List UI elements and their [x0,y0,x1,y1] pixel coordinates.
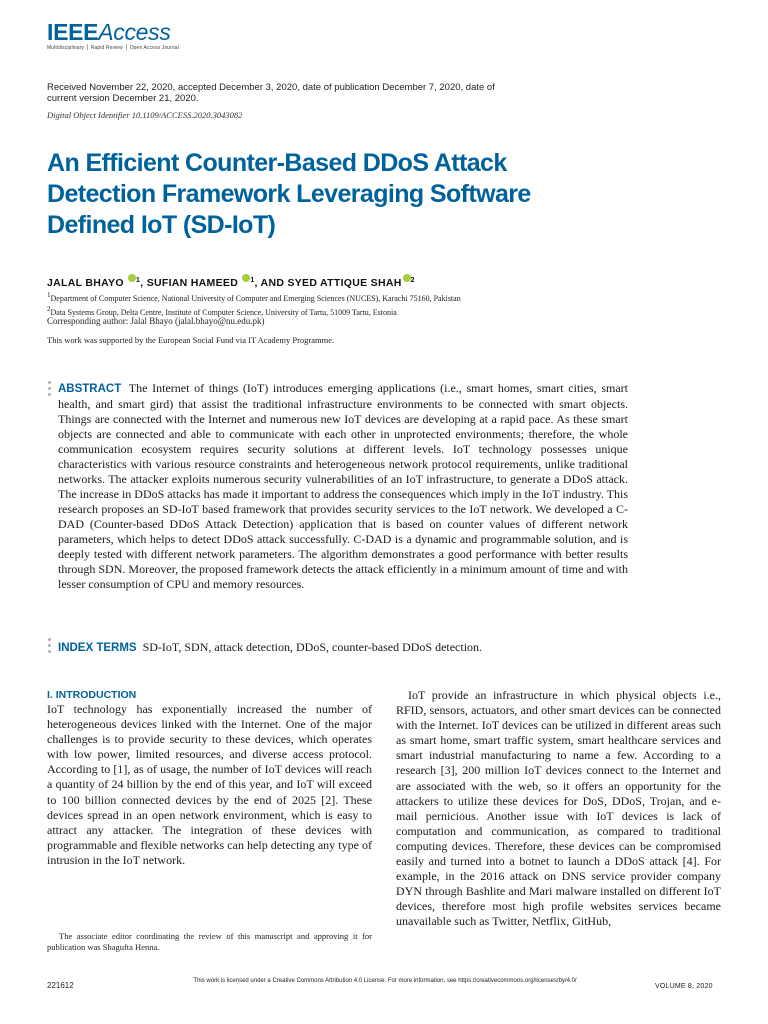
author-list [47,274,415,289]
left-column [47,688,372,868]
author-affiliation-number: 1 [250,277,255,284]
index-terms-marker [48,638,52,656]
affiliation-text: Data Systems Group, Delta Centre, Institute of Computer Science, University of Tartu, 51009 Tartu, Estonia [50,308,397,317]
doi: Digital Object Identifier 10.1109/ACCESS.2020.3043082 [47,110,243,120]
publication-dates: Received November 22, 2020, accepted December 3, 2020, date of publication December 7, 2020, date of current version December 21, 2020. [47,82,495,104]
orcid-icon[interactable] [403,274,411,282]
index-terms-label: INDEX TERMS [58,642,137,654]
abstract [58,381,628,592]
index-terms [58,640,628,656]
author-name: SYED ATTIQUE SHAH [287,277,402,289]
funding-statement: This work was supported by the European Social Fund via IT Academy Programme. [47,335,335,345]
index-terms-text: SD-IoT, SDN, attack detection, DDoS, counter-based DDoS detection. [142,640,483,654]
abstract-marker [48,381,52,399]
right-column [396,688,721,930]
section-heading: I. INTRODUCTION [47,689,137,701]
volume-label: VOLUME 8, 2020 [655,983,713,990]
body-paragraph: IoT provide an infrastructure in which physical objects i.e., RFID, sensors, actuators, and other smart devices can be connected with the Internet. IoT devices can be utilized in different areas such as smart home, smart traffic system, smart healthcare services and smart industrial manufacturing to name a few. According to a research [3], 200 million IoT devices connect to the Internet and are associated with the web, so it offers an opportunity for the attackers to utilize these devices for DoS, DDoS, Trojan, and e-mail pernicious. Another issue with IoT devices is lack of computation and communication, as compared to traditional computing devices. Therefore, these devices can be compromised easily and turned into a botnet to launch a DDoS attack [4]. For example, in the 2016 attack on DNS service provider company DYN through Bashlite and Mari malware installed on different IoT devices, therefore most high profile websites services became unavailable such as Twitter, Netflix, GitHub, [396,688,721,929]
affiliation-number: 2 [47,305,51,313]
journal-logo [47,20,179,51]
author-name: SUFIAN HAMEED [146,277,239,289]
affiliation-number: 1 [47,291,51,299]
page-number: 221612 [47,981,74,990]
author-affiliation-number: 2 [410,277,415,284]
journal-name-ieee: IEEE [47,19,99,45]
affiliation-text: Department of Computer Science, National University of Computer and Emerging Sciences (NUCES), Karachi 75160, Pakistan [50,294,461,303]
journal-name-access: Access [98,19,171,45]
author-name: JALAL BHAYO [47,277,124,289]
journal-name [47,20,179,44]
author-separator: , AND [254,277,288,289]
editor-footnote: The associate editor coordinating the review of this manuscript and approving it for publication was Shagufta Henna. [47,931,372,952]
license-notice[interactable]: This work is licensed under a Creative Commons Attribution 4.0 License. For more information, see https://creativecommons.org/licenses/by/4.0/ [193,978,577,984]
body-paragraph: IoT technology has exponentially increased the number of heterogeneous devices linked with the Internet. One of the major challenges is to provide security to these devices, which operates with low power, limited resources, and diverse access protocol. According to [1], as of usage, the number of IoT devices will reach a quantity of 24 billion by the end of this year, and IoT will exceed to 100 billion connected devices by the end of 2025 [2]. These devices spread in an open network environment, which is easy to attract any attacker. The integration of these devices with programmable and flexible networks can help detecting any type of intrusion in the IoT network. [47,702,372,867]
abstract-text: The Internet of things (IoT) introduces emerging applications (i.e., smart homes, smart cities, smart health, and smart gird) that assist the traditional infrastructure environments to be connected with smart objects. Things are connected with the Internet and numerous new IoT devices are developing at a rapid pace. As these smart objects are connected and able to communicate with each other in unprotected environments; therefore, the whole communication ecosystem requires security solutions at different levels. IoT technology possesses unique characteristics with various resource constraints and heterogeneous network protocol requirements, unlike traditional networks. The attacker exploits numerous security vulnerabilities of an IoT infrastructure, to generate a DDoS attack. The increase in DDoS attacks has made it important to address the consequences which imply in the IoT industry. This research proposes an SD-IoT based framework that provides security services to the IoT network. We developed a C-DAD (Counter-based DDoS Attack Detection) application that is based on counter values of different network parameters, which helps to detect DDoS attack successfully. C-DAD is a dynamic and programmable solution, and is deeply tested with different network parameters. The algorithm demonstrates a good performance with better results through SDN. Moreover, the proposed framework detects the attack efficiently in a minimum amount of time and with lesser consumption of CPU and memory resources. [58,381,628,591]
abstract-label: ABSTRACT [58,383,122,395]
affiliations [47,290,461,318]
paper-title: An Efficient Counter-Based DDoS Attack Detection Framework Leveraging Software Defined IoT (SD-IoT) [47,149,531,239]
orcid-icon[interactable] [128,274,136,282]
author-separator: , [140,277,147,289]
author-affiliation-number: 1 [136,277,141,284]
corresponding-author: Corresponding author: Jalal Bhayo (jalal.bhayo@nu.edu.pk) [47,316,265,326]
affiliation-item [47,290,461,304]
journal-tagline: Multidisciplinary ⎪ Rapid Review ⎪ Open Access Journal [47,45,179,51]
